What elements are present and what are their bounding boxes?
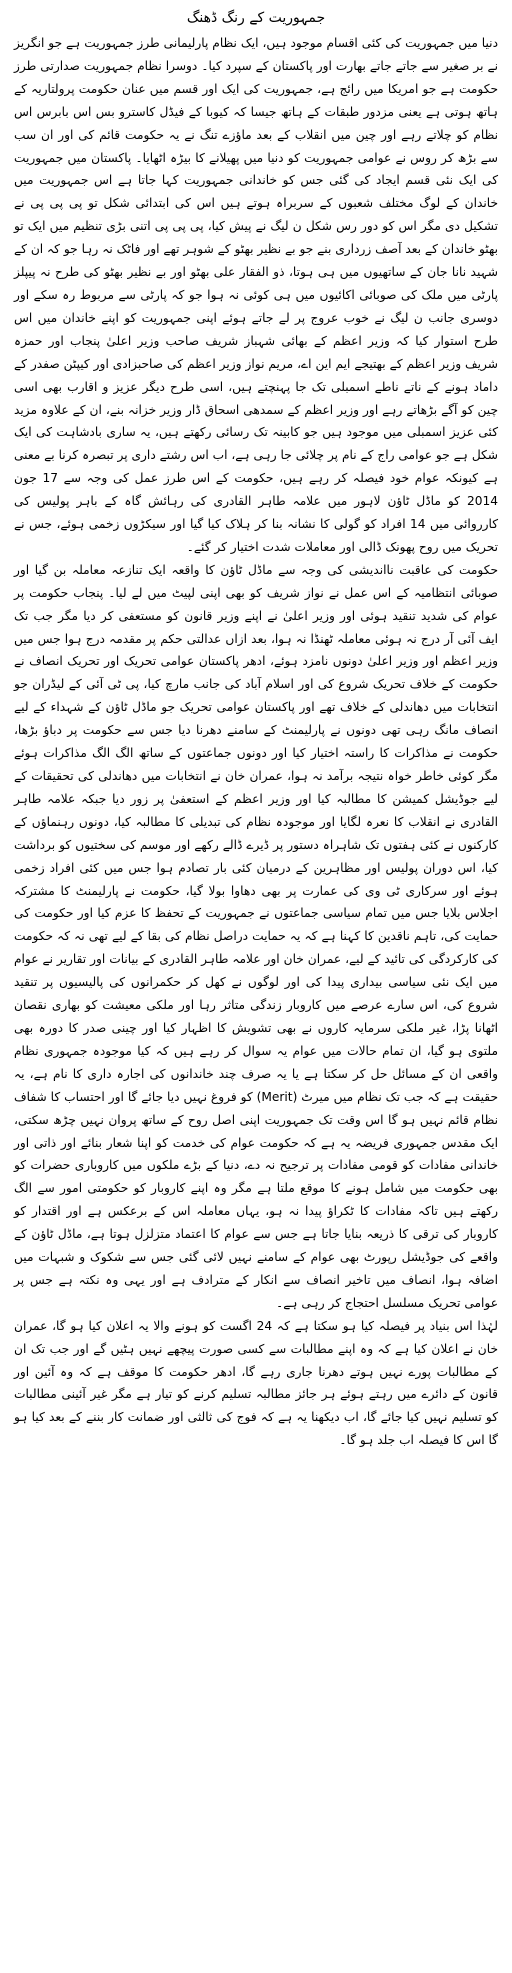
article-paragraph-1: دنیا میں جمہوریت کی کئی اقسام موجود ہیں، ایک نظام پارلیمانی طرز جمہوریت ہے جو انگریز نے بر صغیر سے جاتے جاتے بھارت اور پاکستان کے سپرد کیا۔ دوسرا نظام جمہوریت صدارتی طرز حکومت ہے جو امریکا میں رائج ہے، جمہوریت کی ایک اور قسم میں عنان حکومت پرولتاریہ کے ہاتھ ہوتی ہے یعنی مزدور طبقات کے ہاتھ جیسا کہ کیوبا کے فیڈل کاسترو بس اس بابرس اس نظام کو چلاتے رہے اور چین میں انقلاب کے بعد ماؤزے تنگ نے یہ حکومت قائم کی اور ان سب سے بڑھ کر روس نے عوامی جمہوریت کو دنیا میں پھیلانے کا بیڑہ اٹھایا۔ پاکستان میں جمہوریت کی ایک نئی قسم ایجاد کی گئی جس کو خاندانی جمہوریت کہا جاتا ہے اس جمہوریت میں خاندان کے لوگ مختلف شعبوں کے سربراہ ہوتے ہیں اس کی ابتدائی شکل تو پی پی پی نے تشکیل دی مگر اس کو دور رس شکل ن لیگ نے پیش کیا، پی پی پی اتنی بڑی تنظیم میں ایک تو بھٹو خاندان کے بعد آصف زرداری بنے جو بے نظیر بھٹو کے شوہر تھے اور فاٹک نہ رہا جو کہ ان کے شہید نانا جان کے ساتھیوں میں ہی ہوتا، ذو الفقار علی بھٹو اور بے نظیر بھٹو کی طرح نہ پیپلز پارٹی میں ملک کی صوبائی اکائیوں میں ہی کوئی نہ ہوا جو کہ پارٹی سے مربوط رہ سکے اور دوسری جانب ن لیگ نے خوب عروج پر لے جاتے ہوئے اپنی جمہوریت کو اپنے خاندان میں اس طرح استوار کیا کہ وزیر اعظم کے بھائی شہباز شریف صاحب وزیر اعلیٰ پنجاب اور حمزہ شریف وزیر اعظم کے بھتیجے ایم این اے، مریم نواز وزیر اعظم کی صاحبزادی اور کیپٹن صفدر کے داماد ہونے کے ناتے ناطے اسمبلی تک جا پہنچتے ہیں، اسی طرح دیگر عزیز و اقارب بھی اسی چین کو آگے بڑھاتے رہے اور وزیر اعظم کے سمدھی اسحاق ڈار وزیر خزانہ بنے، ان کے علاوہ مزید کئی عزیز اسمبلی میں موجود ہیں جو کابینہ تک رسائی رکھتے ہیں، یہ ساری بادشاہت کی ایک شکل ہے جو عوامی راج کے نام پر چلائی جا رہی ہے، اب اس رشتے داری پر تبصرہ کرنا بے معنی ہے کیونکہ عوام خود فیصلہ کر رہے ہیں، حکومت کے اس طرز عمل کی وجہ سے 17 جون 2014 کو ماڈل ٹاؤن لاہور میں علامہ طاہر القادری کی رہائش گاہ کے باہر پولیس کی کارروائی میں 14 افراد کو گولی کا نشانہ بنا کر ہلاک کیا گیا اور سیکڑوں زخمی ہوئے، جس نے تحریک میں روح پھونک ڈالی اور معاملات شدت اختیار کر گئے۔ (14, 36, 499, 554)
article-body (14, 32, 498, 1452)
article-title: جمہوریت کے رنگ ڈھنگ (186, 10, 326, 26)
article-paragraph-2: حکومت کی عاقبت نااندیشی کی وجہ سے ماڈل ٹاؤن کا واقعہ ایک تنازعہ معاملہ بن گیا اور صوبائی انتظامیہ کے اس عمل نے نواز شریف کو بھی اپنی لپیٹ میں لے لیا۔ پنجاب حکومت پر عوام کی شدید تنقید ہوئی اور وزیر اعلیٰ نے اپنے وزیر قانون کو مستعفی کر دیا مگر جب تک ایف آئی آر درج نہ ہوئی معاملہ ٹھنڈا نہ ہوا، بعد ازاں عدالتی حکم پر مقدمہ درج ہوا جس میں وزیر اعظم اور وزیر اعلیٰ دونوں نامزد ہوئے، ادھر پاکستان عوامی تحریک اور تحریک انصاف نے حکومت کے خلاف تحریک شروع کی اور اسلام آباد کی جانب مارچ کیا، پی ٹی آئی کے لیڈران جو انتخابات میں دھاندلی کے خلاف تھے اور پاکستان عوامی تحریک جو ماڈل ٹاؤن کے شہداء کے لیے انصاف مانگ رہی تھی دونوں نے پارلیمنٹ کے سامنے دھرنا دیا جس سے حکومت پر دباؤ بڑھا، حکومت نے مذاکرات کا راستہ اختیار کیا اور دونوں جماعتوں کے ساتھ الگ الگ مذاکرات ہوئے مگر کوئی خاطر خواہ نتیجہ برآمد نہ ہوا، عمران خان نے انتخابات میں دھاندلی کی تحقیقات کے لیے جوڈیشل کمیشن کا مطالبہ کیا اور وزیر اعظم کے استعفیٰ پر زور دیا جبکہ علامہ طاہر القادری نے انقلاب کا نعرہ لگایا اور موجودہ نظام کی تبدیلی کا مطالبہ کیا، دونوں رہنماؤں کے کارکنوں نے کئی ہفتوں تک شاہراہ دستور پر ڈیرے ڈالے رکھے اور موسم کی سختیوں کو برداشت کیا، اس دوران پولیس اور مظاہرین کے درمیان کئی بار تصادم ہوا جس میں کئی افراد زخمی ہوئے اور سرکاری ٹی وی کی عمارت پر بھی دھاوا بولا گیا، حکومت نے پارلیمنٹ کا مشترکہ اجلاس بلایا جس میں تمام سیاسی جماعتوں نے جمہوریت کے تحفظ کا عزم کیا اور حکومت کی حمایت کی، تاہم ناقدین کا کہنا ہے کہ یہ حمایت دراصل نظام کی بقا کے لیے تھی نہ کہ حکومت کی کارکردگی کی تائید کے لیے، عمران خان اور علامہ طاہر القادری کے بیانات اور تقاریر نے عوام میں ایک نئی سیاسی بیداری پیدا کی اور لوگوں نے کھل کر حکمرانوں کی پالیسیوں پر تنقید شروع کی، اس سارے عرصے میں کاروبار زندگی متاثر رہا اور ملکی معیشت کو بھاری نقصان اٹھانا پڑا، غیر ملکی سرمایہ کاروں نے بھی تشویش کا اظہار کیا اور چینی صدر کا دورہ بھی ملتوی ہو گیا، ان تمام حالات میں عوام یہ سوال کر رہے ہیں کہ کیا موجودہ جمہوری نظام واقعی ان کے مسائل حل کر سکتا ہے یا یہ صرف چند خاندانوں کی اجارہ داری کا نام ہے، یہ حقیقت ہے کہ جب تک نظام میں میرٹ (Merit) کو فروغ نہیں دیا جائے گا اور احتساب کا شفاف نظام قائم نہیں ہو گا اس وقت تک جمہوریت اپنی اصل روح کے ساتھ پروان نہیں چڑھ سکتی، ایک مقدس جمہوری فریضہ یہ ہے کہ حکومت عوام کی خدمت کو اپنا شعار بنائے اور ذاتی اور خاندانی مفادات کو قومی مفادات پر ترجیح نہ دے، دنیا کے بڑے ملکوں میں کاروباری حضرات کو بھی حکومت میں شامل ہونے کا موقع ملتا ہے مگر وہ اپنے کاروبار کو حکومتی امور سے الگ رکھتے ہیں تاکہ مفادات کا ٹکراؤ پیدا نہ ہو، یہاں معاملہ اس کے برعکس ہے اور اقتدار کو کاروبار کی ترقی کا ذریعہ بنایا جاتا ہے جس سے عوام کا اعتماد متزلزل ہوتا ہے، ماڈل ٹاؤن کے واقعے کی جوڈیشل رپورٹ بھی عوام کے سامنے نہیں لائی گئی جس سے شکوک و شبہات میں اضافہ ہوا، انصاف میں تاخیر انصاف سے انکار کے مترادف ہے اور یہی وہ نکتہ ہے جس پر عوامی تحریک مسلسل احتجاج کر رہی ہے۔ (14, 562, 498, 1310)
article-paragraph-3: لہٰذا اس بنیاد پر فیصلہ کیا ہو سکتا ہے کہ 24 اگست کو ہونے والا یہ اعلان کیا ہو گا، عمران خان نے اعلان کیا ہے کہ وہ اپنے مطالبات سے کسی صورت پیچھے نہیں ہٹیں گے اور جب تک ان کے مطالبات پورے نہیں ہوتے دھرنا جاری رہے گا، ادھر حکومت کا موقف ہے کہ وہ آئین اور قانون کے دائرے میں رہتے ہوئے ہر جائز مطالبہ تسلیم کرنے کو تیار ہے مگر غیر آئینی مطالبات کو تسلیم نہیں کیا جائے گا، اب دیکھنا یہ ہے کہ فوج کی ثالثی اور ضمانت کار بننے کے بعد کیا ہو گا اس کا فیصلہ اب جلد ہو گا۔ (14, 1318, 498, 1448)
